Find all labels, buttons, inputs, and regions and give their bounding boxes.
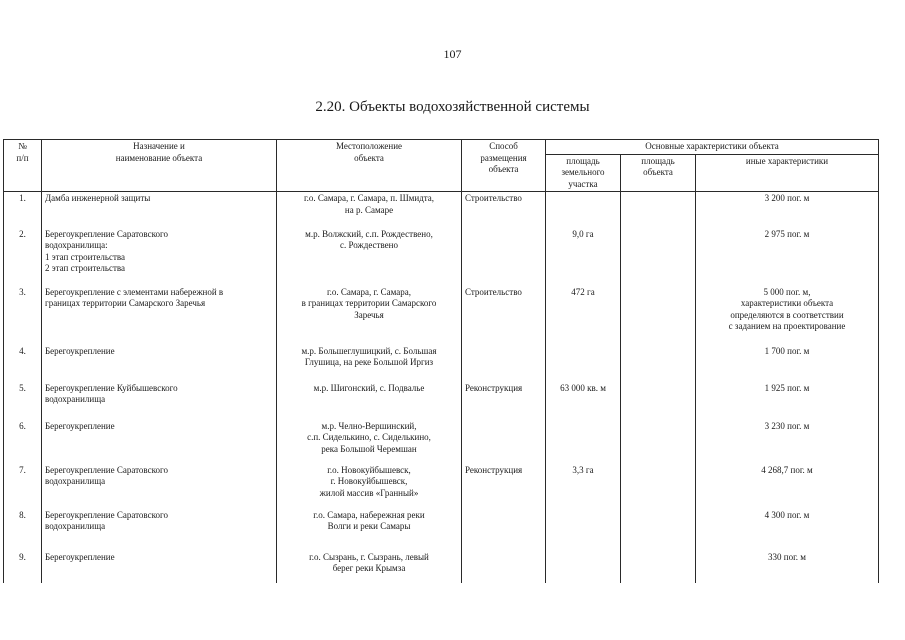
row-other-characteristics: 3 230 пог. м (696, 420, 879, 464)
row-location: м.р. Шигонский, с. Подвалье (277, 382, 462, 420)
row-placement-method (462, 551, 546, 583)
row-object-name: Берегоукрепление (42, 420, 277, 464)
row-location: м.р. Волжский, с.п. Рождествено, с. Рождествено (277, 228, 462, 286)
row-object-name: Берегоукрепление Куйбышевского водохранилища (42, 382, 277, 420)
row-object-area (621, 345, 696, 382)
header-object-area: площадь объекта (621, 154, 696, 192)
table-row (4, 420, 879, 464)
row-other-characteristics: 1 925 пог. м (696, 382, 879, 420)
row-placement-method: Реконструкция (462, 464, 546, 509)
row-object-area (621, 509, 696, 551)
row-other-characteristics: 330 пог. м (696, 551, 879, 583)
row-location: г.о. Новокуйбышевск, г. Новокуйбышевск, жилой массив «Гранный» (277, 464, 462, 509)
table-row (4, 286, 879, 345)
table-row (4, 228, 879, 286)
row-object-area (621, 286, 696, 345)
row-number: 5. (4, 382, 42, 420)
table-row (4, 345, 879, 382)
row-object-name: Берегоукрепление с элементами набережной в границах территории Самарского Заречья (42, 286, 277, 345)
row-land-area (546, 420, 621, 464)
row-land-area (546, 345, 621, 382)
row-placement-method (462, 228, 546, 286)
header-land-area: площадь земельного участка (546, 154, 621, 192)
row-other-characteristics: 3 200 пог. м (696, 192, 879, 228)
row-number: 2. (4, 228, 42, 286)
row-land-area: 63 000 кв. м (546, 382, 621, 420)
table-row (4, 382, 879, 420)
row-land-area (546, 509, 621, 551)
header-name: Назначение и наименование объекта (42, 140, 277, 192)
row-number: 3. (4, 286, 42, 345)
row-other-characteristics: 1 700 пог. м (696, 345, 879, 382)
table-row (4, 464, 879, 509)
row-placement-method (462, 345, 546, 382)
row-placement-method: Строительство (462, 192, 546, 228)
row-object-area (621, 464, 696, 509)
row-location: г.о. Самара, г. Самара, п. Шмидта, на р. Самаре (277, 192, 462, 228)
header-method: Способ размещения объекта (462, 140, 546, 192)
row-location: г.о. Самара, набережная реки Волги и реки Самары (277, 509, 462, 551)
row-land-area: 472 га (546, 286, 621, 345)
row-other-characteristics: 4 300 пог. м (696, 509, 879, 551)
row-object-name: Берегоукрепление (42, 551, 277, 583)
page-number: 107 (443, 47, 462, 61)
section-title: 2.20. Объекты водохозяйственной системы (315, 99, 590, 115)
header-other: иные характеристики (696, 154, 879, 192)
row-object-name: Берегоукрепление Саратовского водохранилища: 1 этап строительства 2 этап строительства (42, 228, 277, 286)
row-number: 8. (4, 509, 42, 551)
row-number: 9. (4, 551, 42, 583)
row-object-area (621, 192, 696, 228)
row-other-characteristics: 2 975 пог. м (696, 228, 879, 286)
row-location: м.р. Челно-Вершинский, с.п. Сиделькино, с. Сиделькино, река Большой Черемшан (277, 420, 462, 464)
row-number: 1. (4, 192, 42, 228)
row-location: м.р. Большеглушицкий, с. Большая Глушица, на реке Большой Иргиз (277, 345, 462, 382)
table-row (4, 509, 879, 551)
row-object-name: Берегоукрепление (42, 345, 277, 382)
row-land-area: 9,0 га (546, 228, 621, 286)
row-number: 7. (4, 464, 42, 509)
header-num: № п/п (4, 140, 42, 192)
row-placement-method (462, 509, 546, 551)
header-characteristics-group: Основные характеристики объекта (546, 140, 879, 155)
table-body (4, 192, 879, 583)
row-object-name: Берегоукрепление Саратовского водохранилища (42, 464, 277, 509)
row-location: г.о. Сызрань, г. Сызрань, левый берег реки Крымза (277, 551, 462, 583)
row-object-area (621, 382, 696, 420)
row-object-name: Берегоукрепление Саратовского водохранилища (42, 509, 277, 551)
row-location: г.о. Самара, г. Самара, в границах территории Самарского Заречья (277, 286, 462, 345)
table-row (4, 192, 879, 228)
row-land-area (546, 551, 621, 583)
row-object-area (621, 228, 696, 286)
table-row (4, 551, 879, 583)
row-object-area (621, 420, 696, 464)
row-other-characteristics: 4 268,7 пог. м (696, 464, 879, 509)
row-object-area (621, 551, 696, 583)
row-other-characteristics: 5 000 пог. м, характеристики объекта определяются в соответствии с заданием на проектирование (696, 286, 879, 345)
row-object-name: Дамба инженерной защиты (42, 192, 277, 228)
row-placement-method (462, 420, 546, 464)
row-number: 6. (4, 420, 42, 464)
header-location: Местоположение объекта (277, 140, 462, 192)
row-placement-method: Строительство (462, 286, 546, 345)
water-objects-table (3, 139, 879, 583)
row-placement-method: Реконструкция (462, 382, 546, 420)
row-land-area (546, 192, 621, 228)
table-header-row (4, 140, 879, 155)
row-land-area: 3,3 га (546, 464, 621, 509)
row-number: 4. (4, 345, 42, 382)
